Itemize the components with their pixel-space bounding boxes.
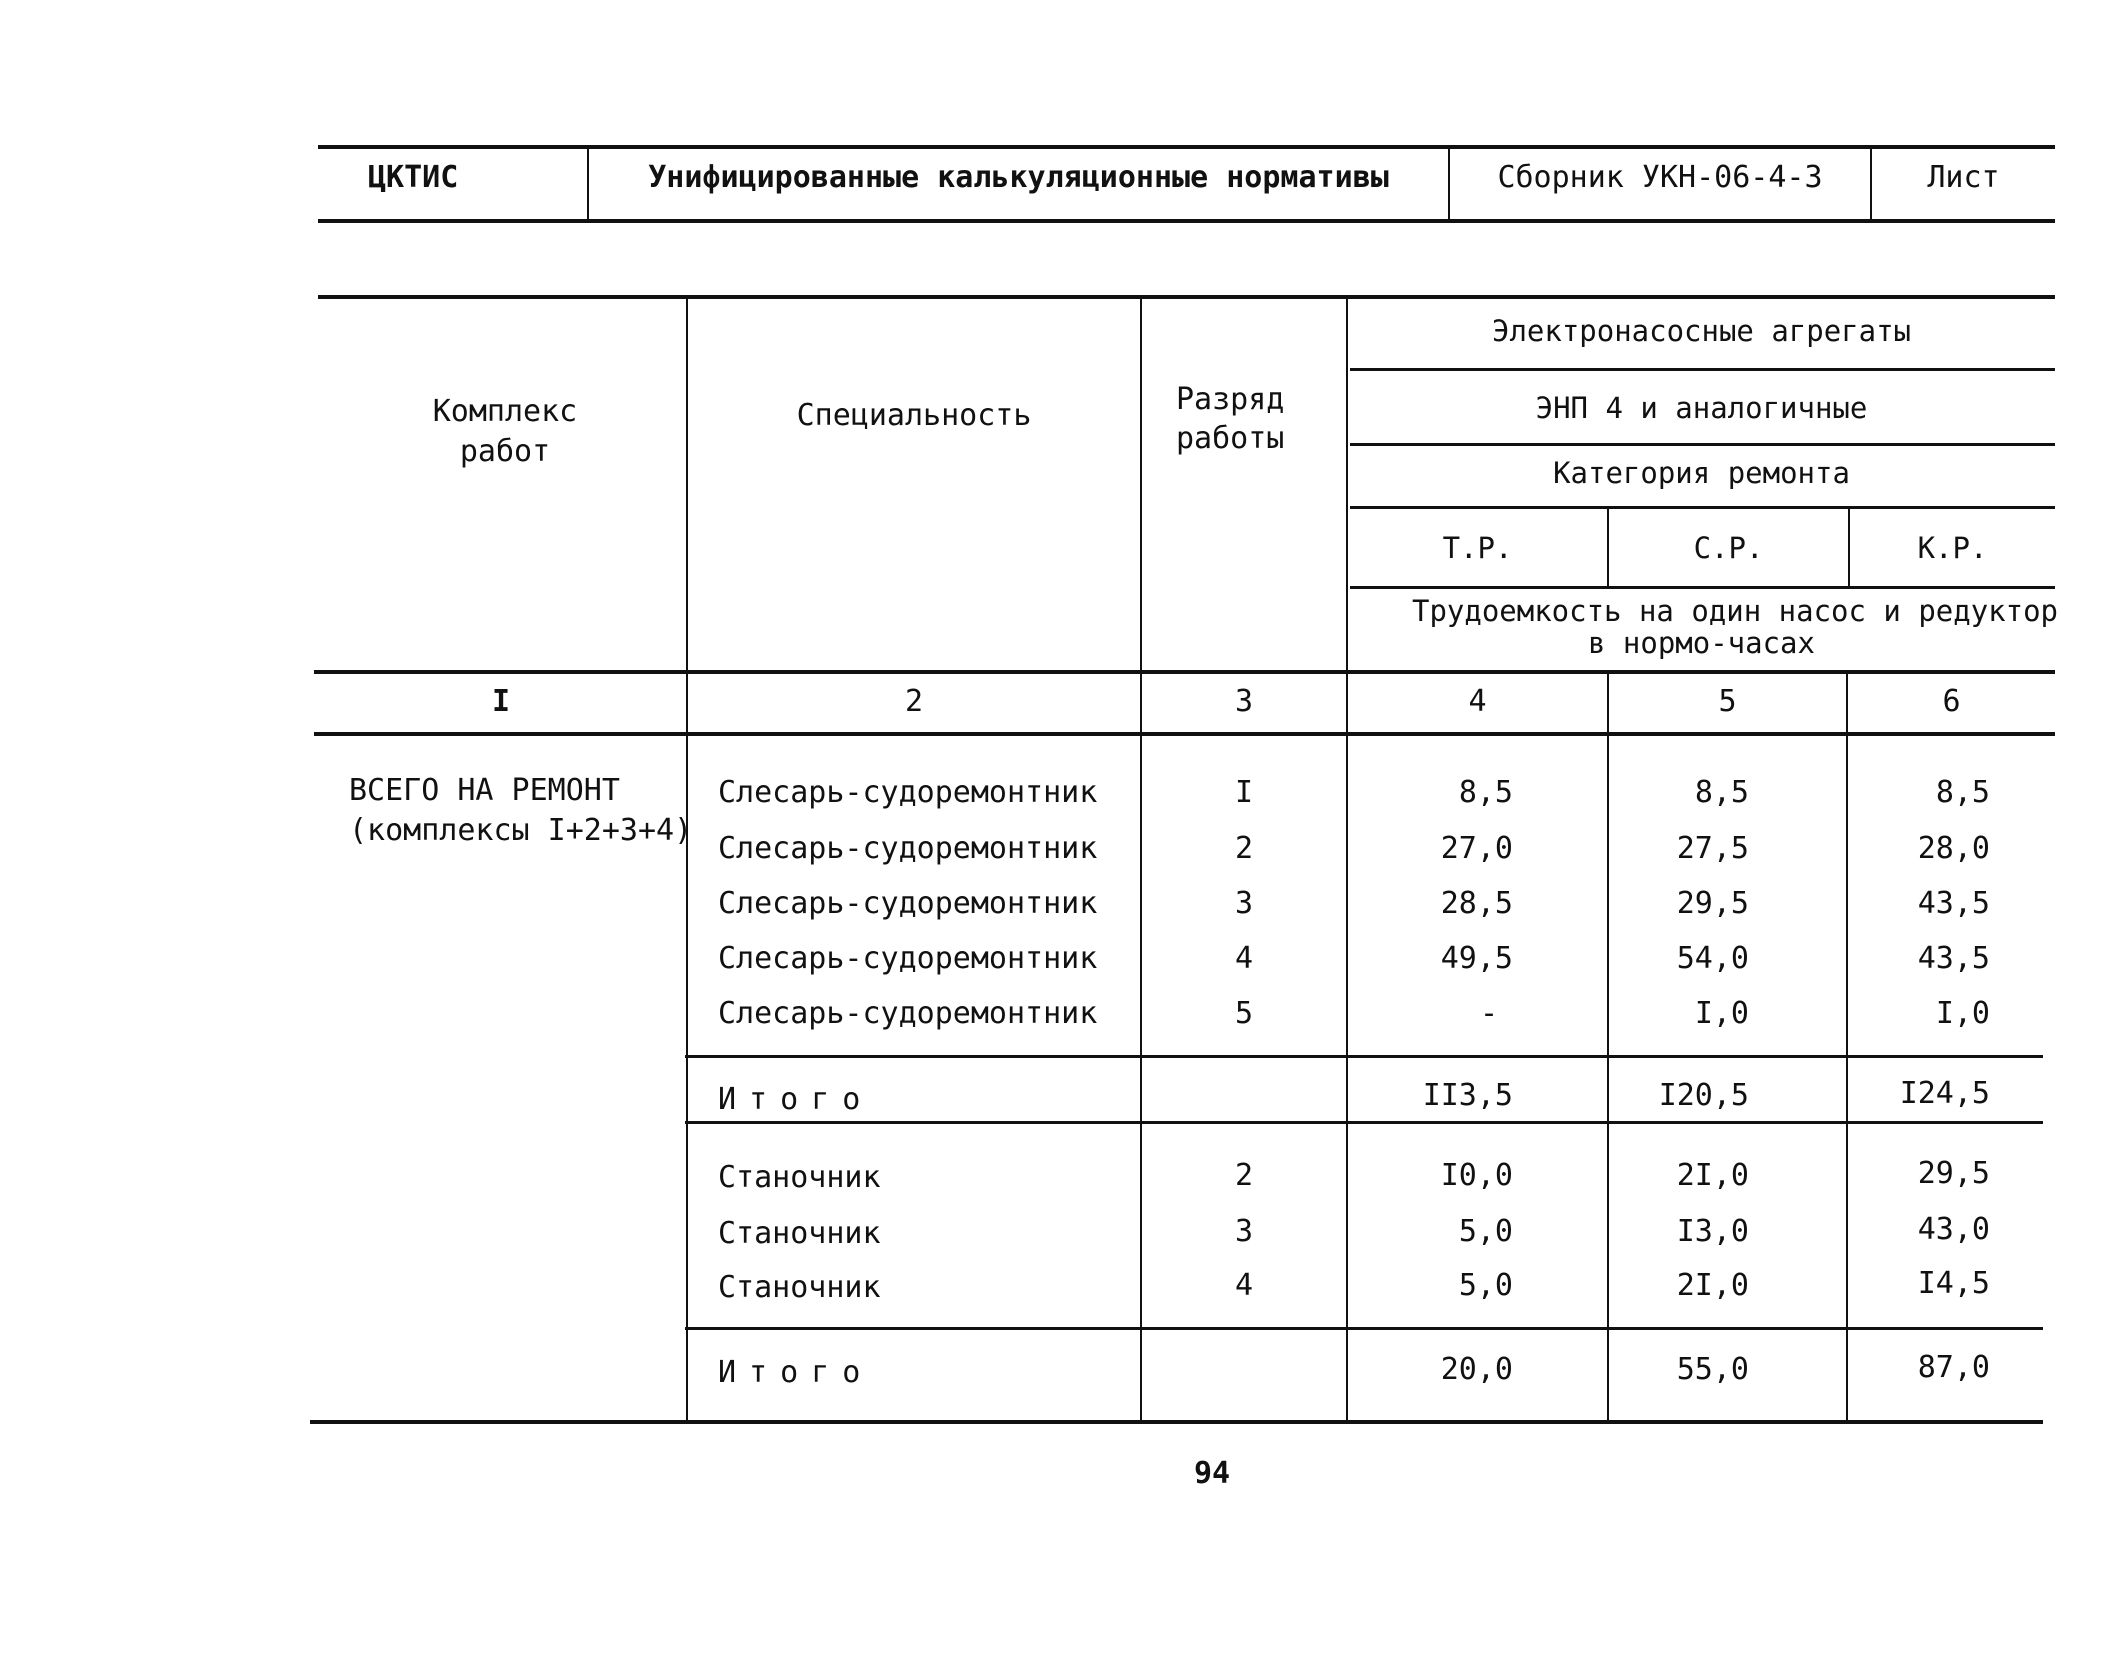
col-divider-1 bbox=[686, 297, 688, 1422]
total-kr: I24,5 bbox=[1899, 1076, 1990, 1111]
row-sr: 2I,0 bbox=[1676, 1268, 1749, 1303]
row-specialty: Слесарь-судоремонтник bbox=[718, 886, 1098, 921]
total1-bottom-line bbox=[685, 1121, 2043, 1124]
total-tr: II3,5 bbox=[1422, 1078, 1513, 1113]
row-sr: 27,5 bbox=[1676, 831, 1749, 866]
row-specialty: Станочник bbox=[718, 1216, 881, 1251]
row-tr: I0,0 bbox=[1440, 1158, 1513, 1193]
total-sr: 55,0 bbox=[1676, 1352, 1749, 1387]
page-number: 94 bbox=[1193, 1456, 1231, 1491]
row-kr: 43,5 bbox=[1917, 941, 1990, 976]
category-header-line bbox=[1350, 506, 2055, 509]
table-top-line bbox=[318, 295, 2055, 299]
row-grade: 4 bbox=[1234, 941, 1254, 976]
row-kr: 43,5 bbox=[1917, 886, 1990, 921]
col-number-5: 5 bbox=[1718, 684, 1737, 719]
total-label: Итого bbox=[718, 1082, 874, 1117]
header-org: ЦКТИС bbox=[368, 160, 459, 195]
row-sr: 54,0 bbox=[1676, 941, 1749, 976]
col-number-1: I bbox=[491, 684, 511, 719]
row-kr: 43,0 bbox=[1917, 1212, 1990, 1247]
row-tr: 27,0 bbox=[1440, 831, 1513, 866]
col-header-kr: К.Р. bbox=[1917, 531, 1988, 565]
row-specialty: Слесарь-судоремонтник bbox=[718, 996, 1098, 1031]
row-grade: 3 bbox=[1234, 1214, 1254, 1249]
row-sr: I,0 bbox=[1694, 996, 1749, 1031]
row-grade: 2 bbox=[1234, 831, 1254, 866]
row-grade: 4 bbox=[1234, 1268, 1254, 1303]
row-sr: 8,5 bbox=[1694, 775, 1749, 810]
total-sr: I20,5 bbox=[1658, 1078, 1749, 1113]
col-header-complex: Комплекс работ bbox=[432, 394, 578, 469]
complex-title: ВСЕГО НА РЕМОНТ bbox=[349, 773, 620, 808]
total2-top-line bbox=[685, 1327, 2043, 1330]
row-grade: 3 bbox=[1234, 886, 1254, 921]
col-header-labor-line1: Трудоемкость на один насос и редуктор bbox=[1412, 594, 2059, 628]
row-kr: I,0 bbox=[1935, 996, 1990, 1031]
total1-top-line bbox=[685, 1055, 2043, 1058]
col-header-tr: Т.Р. bbox=[1442, 531, 1513, 565]
row-kr: 29,5 bbox=[1917, 1156, 1990, 1191]
row-sr: 29,5 bbox=[1676, 886, 1749, 921]
row-tr: 5,0 bbox=[1458, 1214, 1513, 1249]
header-top-line bbox=[318, 145, 2055, 149]
header-bottom-line bbox=[318, 219, 2055, 223]
row-specialty: Слесарь-судоремонтник bbox=[718, 831, 1098, 866]
col-header-labor-line2: в нормо-часах bbox=[1588, 626, 1815, 660]
table-bottom-line bbox=[310, 1420, 2043, 1424]
row-grade: I bbox=[1234, 775, 1254, 810]
header-sheet-label: Лист bbox=[1927, 160, 2000, 195]
col-number-3: 3 bbox=[1234, 684, 1254, 719]
total-kr: 87,0 bbox=[1917, 1350, 1990, 1385]
group-header-line bbox=[1350, 368, 2055, 371]
col-header-specialty: Специальность bbox=[796, 398, 1032, 433]
col-number-4: 4 bbox=[1468, 684, 1487, 719]
col-number-6: 6 bbox=[1942, 684, 1961, 719]
col-header-group: Электронасосные агрегаты bbox=[1491, 314, 1912, 348]
row-specialty: Слесарь-судоремонтник bbox=[718, 775, 1098, 810]
col-header-category: Категория ремонта bbox=[1553, 456, 1850, 490]
row-grade: 2 bbox=[1234, 1158, 1254, 1193]
row-tr: 49,5 bbox=[1440, 941, 1513, 976]
header-end-line bbox=[314, 670, 2055, 674]
row-kr: I4,5 bbox=[1917, 1266, 1990, 1301]
col-number-2: 2 bbox=[904, 684, 924, 719]
col-header-sr: С.Р. bbox=[1693, 531, 1764, 565]
header-collection: Сборник УКН-06-4-3 bbox=[1497, 160, 1823, 195]
col-numbers-line bbox=[314, 732, 2055, 736]
total-tr: 20,0 bbox=[1440, 1352, 1513, 1387]
row-specialty: Станочник bbox=[718, 1270, 881, 1305]
col-header-grade: Разряд работы bbox=[1176, 382, 1285, 456]
row-sr: 2I,0 bbox=[1676, 1158, 1749, 1193]
repair-type-line bbox=[1350, 586, 2055, 589]
row-tr: 5,0 bbox=[1458, 1268, 1513, 1303]
row-specialty: Станочник bbox=[718, 1160, 881, 1195]
total-label: Итого bbox=[718, 1355, 874, 1390]
row-kr: 8,5 bbox=[1935, 775, 1990, 810]
row-kr: 28,0 bbox=[1917, 831, 1990, 866]
row-tr: - bbox=[1479, 996, 1498, 1031]
subgroup-header-line bbox=[1350, 443, 2055, 446]
complex-subtitle: (комплексы I+2+3+4) bbox=[349, 813, 693, 848]
col-header-subgroup: ЭНП 4 и аналогичные bbox=[1535, 391, 1868, 425]
row-grade: 5 bbox=[1234, 996, 1254, 1031]
header-title: Унифицированные калькуляционные нормативы bbox=[648, 160, 1389, 195]
row-tr: 28,5 bbox=[1440, 886, 1513, 921]
row-specialty: Слесарь-судоремонтник bbox=[718, 941, 1098, 976]
row-tr: 8,5 bbox=[1458, 775, 1513, 810]
row-sr: I3,0 bbox=[1676, 1214, 1749, 1249]
